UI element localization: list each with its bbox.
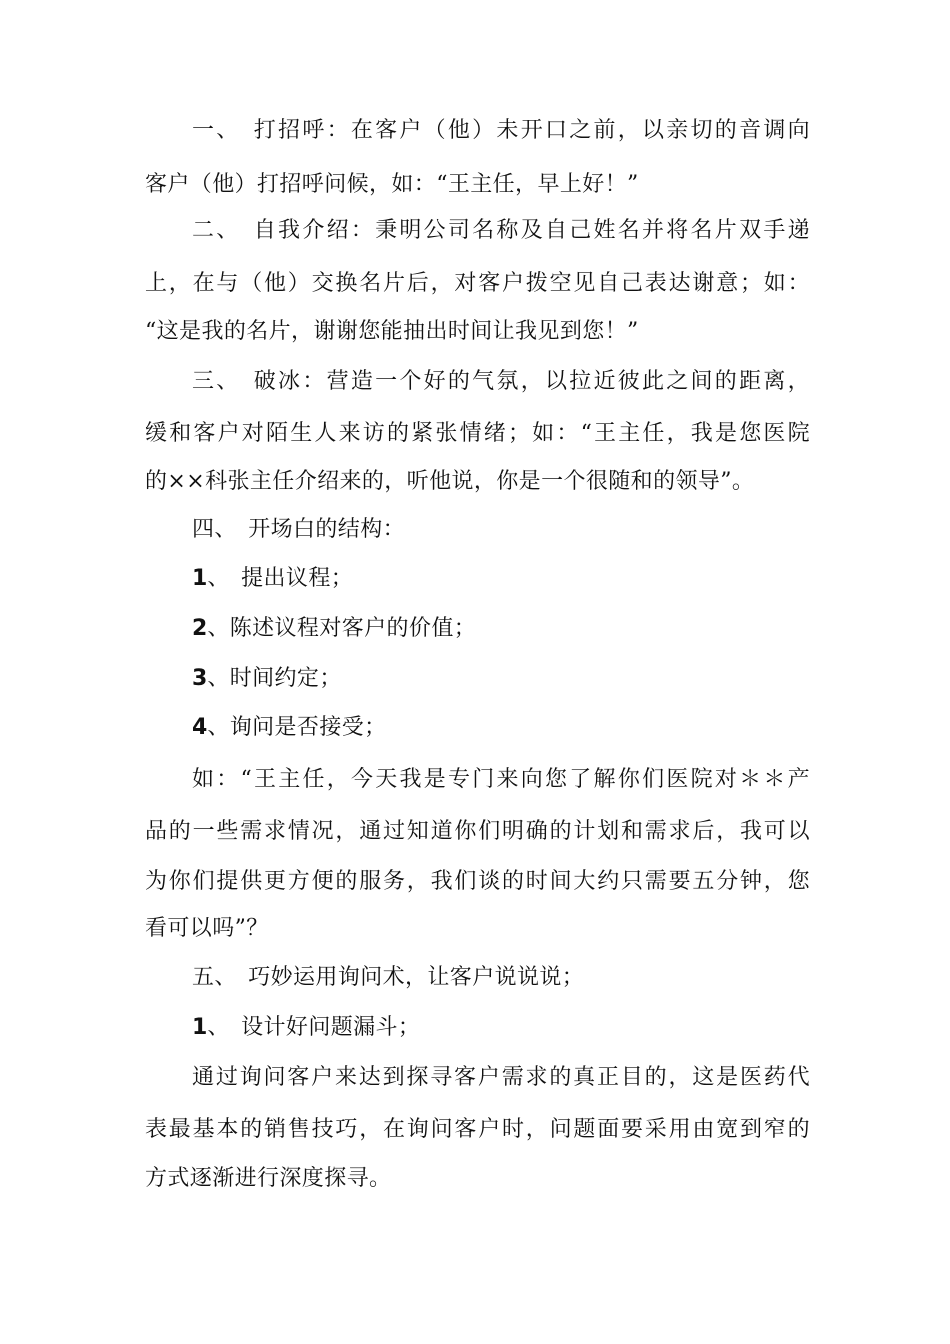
paragraph-line: 品的一些需求情况，通过知道你们明确的计划和需求后，我可以 [145, 819, 810, 844]
list-item-text: 、 设计好问题漏斗； [207, 1015, 421, 1040]
paragraph-line: 五、 巧妙运用询问术，让客户说说说； [192, 965, 585, 990]
paragraph-line: 一、 打招呼：在客户（他）未开口之前，以亲切的音调向 [192, 118, 810, 143]
list-item [192, 713, 810, 743]
list-item-text: 、陈述议程对客户的价值； [207, 616, 477, 641]
list-item [192, 564, 810, 594]
paragraph-line: 如：“王主任，今天我是专门来向您了解你们医院对＊＊产 [192, 767, 810, 792]
list-number: 1 [192, 1015, 208, 1040]
paragraph-line: “这是我的名片，谢谢您能抽出时间让我见到您！” [145, 319, 639, 344]
paragraph-line: 看可以吗”？ [145, 916, 269, 941]
paragraph-line: 的××科张主任介绍来的，听他说，你是一个很随和的领导”。 [145, 469, 755, 494]
list-item [192, 1013, 810, 1043]
paragraph-line: 方式逐渐进行深度探寻。 [145, 1166, 392, 1191]
list-number: 4 [192, 715, 208, 740]
paragraph-line: 为你们提供更方便的服务，我们谈的时间大约只需要五分钟，您 [145, 869, 810, 894]
paragraph-line: 四、 开场白的结构： [192, 517, 406, 542]
paragraph-line: 二、 自我介绍：秉明公司名称及自己姓名并将名片双手递 [192, 218, 810, 243]
list-item-text: 、 提出议程； [207, 566, 354, 591]
list-item-text: 、询问是否接受； [207, 715, 387, 740]
list-item [192, 664, 810, 694]
paragraph-line: 客户（他）打招呼问候，如：“王主任，早上好！” [145, 172, 639, 197]
paragraph-line: 三、 破冰：营造一个好的气氛，以拉近彼此之间的距离， [192, 369, 810, 394]
list-number: 3 [192, 666, 208, 691]
paragraph-line: 上，在与（他）交换名片后，对客户拨空见自己表达谢意；如： [145, 271, 810, 296]
list-number: 1 [192, 566, 208, 591]
paragraph-line: 表最基本的销售技巧，在询问客户时，问题面要采用由宽到窄的 [145, 1117, 810, 1142]
list-number: 2 [192, 616, 208, 641]
paragraph-line: 通过询问客户来达到探寻客户需求的真正目的，这是医药代 [192, 1065, 810, 1090]
paragraph-line: 缓和客户对陌生人来访的紧张情绪；如：“王主任，我是您医院 [145, 421, 810, 446]
list-item [192, 614, 810, 644]
list-item-text: 、时间约定； [207, 666, 342, 691]
